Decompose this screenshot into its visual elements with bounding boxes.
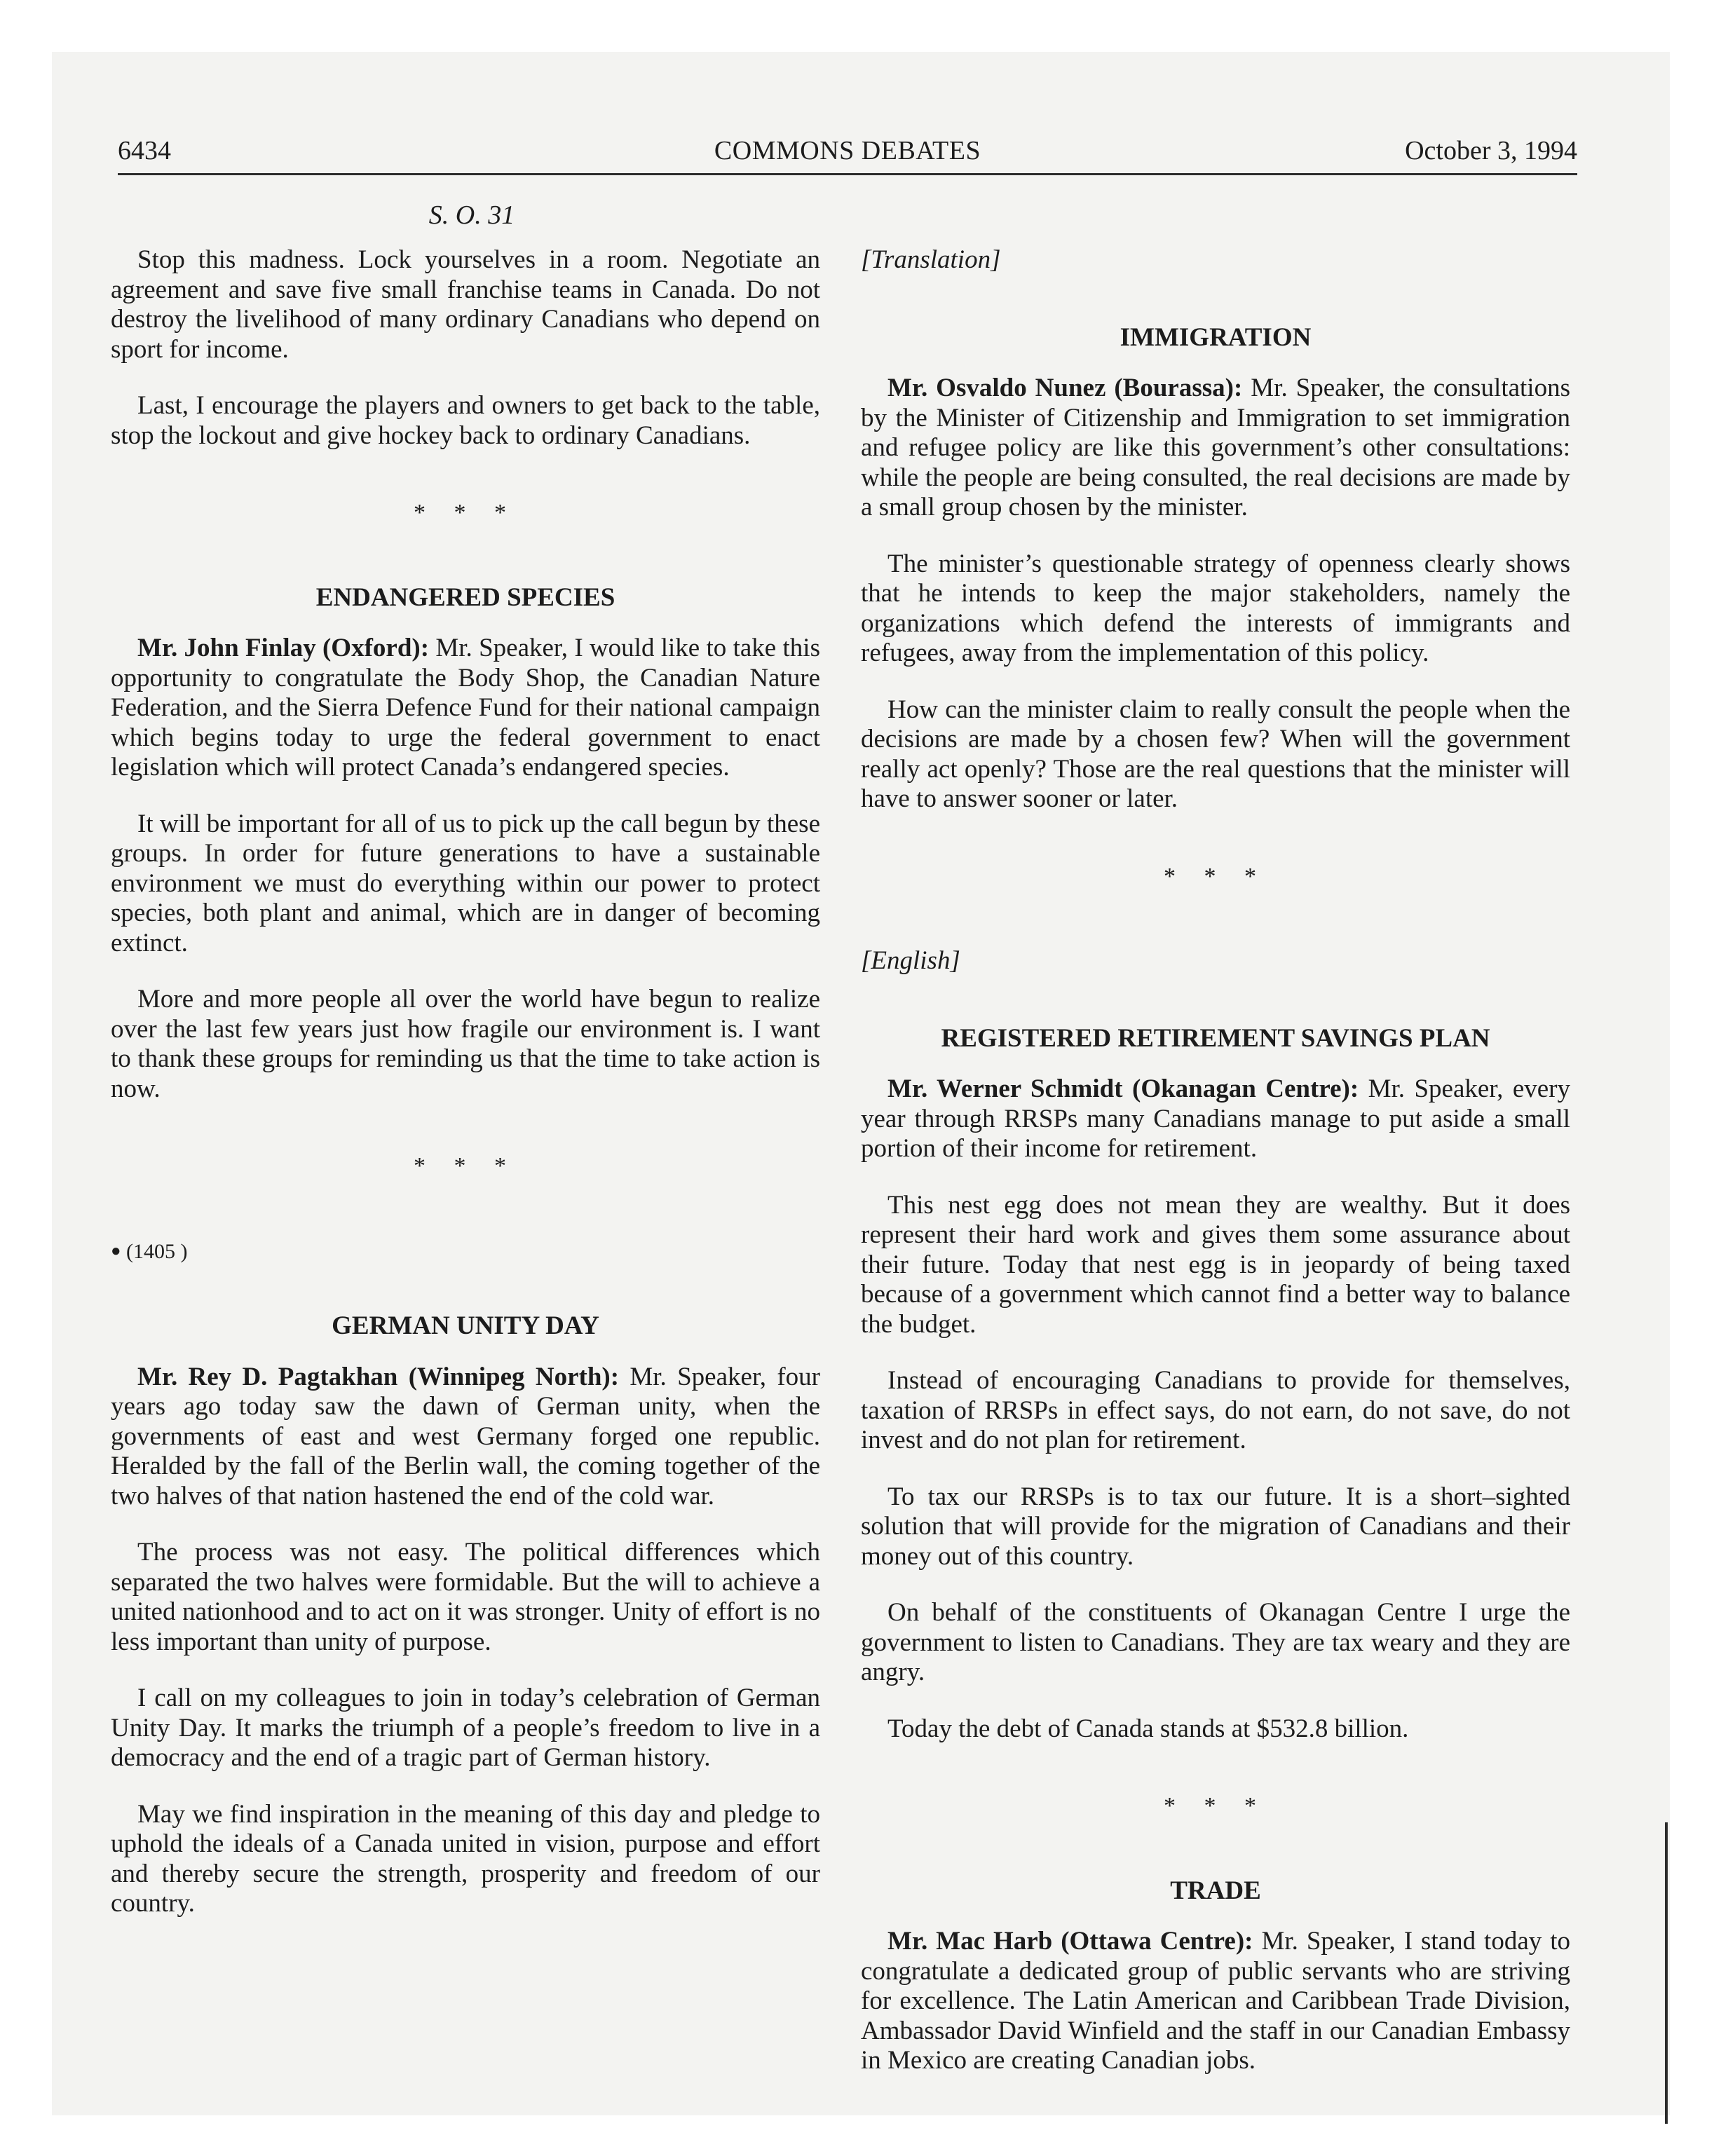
heading-immigration: IMMIGRATION xyxy=(1120,322,1312,352)
time-mark xyxy=(111,1236,820,1267)
statement-schmidt xyxy=(861,1074,1570,1164)
heading-german-unity-day: GERMAN UNITY DAY xyxy=(332,1311,599,1340)
header-rule xyxy=(118,173,1577,175)
section-label: S. O. 31 xyxy=(428,200,515,230)
speaker-name: Mr. Werner Schmidt (Okanagan Centre): xyxy=(887,1074,1359,1103)
paragraph: Instead of encouraging Canadians to provide for themselves, taxation of RRSPs in effect says, do not earn, do not save, do not invest and do not plan for retirement. xyxy=(861,1366,1570,1454)
paragraph: Last, I encourage the players and owners to get back to the table, stop the lockout and give hockey back to ordinary Canadians. xyxy=(111,391,820,450)
statement-text: Mr. Speaker, four years ago today saw the dawn of German unity, when the governments of east and west Germany forged one republic. Heralded by the fall of the Berlin wall, the coming together of the two halves of that nation hastened the end of the cold war. xyxy=(111,1362,820,1510)
speaker-name: Mr. Rey D. Pagtakhan (Winnipeg North): xyxy=(137,1362,620,1391)
paragraph: To tax our RRSPs is to tax our future. It is a short–sighted solution that will provide for the migration of Canadians and their money out of this country. xyxy=(861,1482,1570,1571)
bullet-icon: ● xyxy=(111,1241,121,1260)
speaker-name: Mr. Mac Harb (Ottawa Centre): xyxy=(887,1927,1253,1956)
statement-pagtakhan xyxy=(111,1363,820,1512)
statement-text: Mr. Speaker, I would like to take this opportunity to congratulate the Body Shop, the Canadian Nature Federation, and the Sierra Defence Fund for their national campaign which begins today to urge the federal government to enact legislation which will protect Canada’s endangered species. xyxy=(111,634,820,782)
statement-nunez xyxy=(861,374,1570,523)
paragraph: I call on my colleagues to join in today’s celebration of German Unity Day. It marks the triumph of a people’s freedom to live in a democracy and the end of a tragic part of German history. xyxy=(111,1684,820,1772)
paragraph: It will be important for all of us to pick up the call begun by these groups. In order for future generations to have a sustainable environment we must do everything within our power to protect species, both plant and animal, which are in danger of becoming extinct. xyxy=(111,809,820,957)
statement-harb xyxy=(861,1927,1570,2076)
heading-trade: TRADE xyxy=(1170,1876,1261,1905)
language-tag-translation: [Translation] xyxy=(861,245,1001,274)
paragraph: On behalf of the constituents of Okanagan Centre I urge the government to listen to Canadians. They are tax weary and they are angry. xyxy=(861,1598,1570,1686)
statement-text: Mr. Speaker, I stand today to congratulate a dedicated group of public servants who are striving for excellence. The Latin American and Caribbean Trade Division, Ambassador David Winfield and the staff in our Canadian Embassy in Mexico are creating Canadian jobs. xyxy=(861,1927,1570,2075)
statement-text: Mr. Speaker, the consultations by the Minister of Citizenship and Immigration to set immigration and refugee policy are like this government’s other consultations: while the people are being consulted, the real decisions are made by a small group chosen by the minister. xyxy=(861,374,1570,521)
page-number: 6434 xyxy=(118,136,171,165)
section-separator: * * * xyxy=(1164,863,1267,889)
scan-edge-line xyxy=(1665,1822,1668,2124)
paragraph: The process was not easy. The political differences which separated the two halves were formidable. But the will to achieve a united nationhood and to act on it was stronger. Unity of effort is no less important than unity of purpose. xyxy=(111,1538,820,1656)
paragraph: May we find inspiration in the meaning of this day and pledge to uphold the ideals of a Canada united in vision, purpose and effort and thereby secure the strength, prosperity and freedom of our country. xyxy=(111,1799,820,1918)
speaker-name: Mr. Osvaldo Nunez (Bourassa): xyxy=(887,374,1243,402)
paragraph: Today the debt of Canada stands at $532.8 billion. xyxy=(887,1714,1409,1743)
paragraph: More and more people all over the world have begun to realize over the last few years just how fragile our environment is. I want to thank these groups for reminding us that the time to take action is now. xyxy=(111,985,820,1103)
statement-text: Mr. Speaker, every year through RRSPs many Canadians manage to put aside a small portion of their income for retirement. xyxy=(861,1074,1571,1163)
paragraph: The minister’s questionable strategy of openness clearly shows that he intends to keep the major stakeholders, namely the organizations which defend the interests of immigrants and refugees, away from the implementation of this policy. xyxy=(861,549,1570,667)
language-tag-english: [English] xyxy=(861,946,960,975)
heading-rrsp: REGISTERED RETIREMENT SAVINGS PLAN xyxy=(941,1023,1490,1053)
left-column xyxy=(111,245,820,1946)
right-column xyxy=(861,245,1570,2103)
heading-endangered-species: ENDANGERED SPECIES xyxy=(315,582,615,612)
page-date: October 3, 1994 xyxy=(1405,136,1577,165)
paragraph: This nest egg does not mean they are wealthy. But it does represent their hard work and gives them some assurance about their future. Today that nest egg is in jeopardy of being taxed because of a government which cannot find a better way to balance the budget. xyxy=(861,1190,1570,1339)
publication-title: COMMONS DEBATES xyxy=(714,136,981,165)
paragraph: How can the minister claim to really consult the people when the decisions are made by a chosen few? When will the government really act openly? Those are the real questions that the minister will have to answer sooner or later. xyxy=(861,695,1570,813)
section-separator: * * * xyxy=(1164,1793,1267,1819)
paragraph: Stop this madness. Lock yourselves in a room. Negotiate an agreement and save five small franchise teams in Canada. Do not destroy the livelihood of many ordinary Canadians who depend on sport for income. xyxy=(111,245,820,364)
section-separator: * * * xyxy=(414,1153,517,1179)
statement-finlay xyxy=(111,634,820,783)
section-separator: * * * xyxy=(414,500,517,526)
speaker-name: Mr. John Finlay (Oxford): xyxy=(137,634,430,662)
running-header xyxy=(118,133,1577,170)
time-mark-text: (1405 ) xyxy=(126,1239,188,1263)
